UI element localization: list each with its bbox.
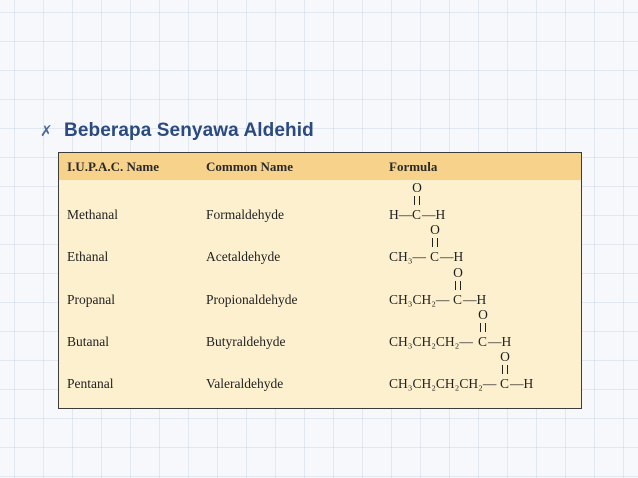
double-bond-icon bbox=[414, 196, 420, 205]
formula-prefix: CH₃CH₂CH₂— bbox=[389, 334, 473, 349]
iupac-name-cell: Pentanal bbox=[67, 376, 114, 391]
formula-suffix: —H bbox=[422, 207, 446, 222]
iupac-name-cell: Propanal bbox=[67, 292, 115, 307]
header-formula: Formula bbox=[389, 159, 438, 174]
carbonyl-carbon: C bbox=[500, 376, 510, 391]
formula-suffix: —H bbox=[510, 376, 534, 391]
double-bond-icon bbox=[455, 281, 461, 290]
carbonyl-oxygen: O bbox=[500, 349, 510, 364]
carbonyl-oxygen: O bbox=[412, 180, 422, 195]
common-name-cell: Butyraldehyde bbox=[206, 334, 286, 349]
formula-suffix: —H bbox=[440, 249, 464, 264]
common-name-cell: Propionaldehyde bbox=[206, 292, 298, 307]
slide-title-text: Beberapa Senyawa Aldehid bbox=[64, 120, 314, 141]
double-bond-icon bbox=[432, 238, 438, 247]
aldehyde-table bbox=[58, 152, 582, 409]
formula-prefix: CH₃— bbox=[389, 249, 426, 264]
bullet-cross-icon: ✗ bbox=[40, 122, 53, 140]
carbonyl-group bbox=[451, 266, 465, 290]
slide-title bbox=[40, 119, 314, 143]
common-name-cell: Acetaldehyde bbox=[206, 249, 281, 264]
carbonyl-group bbox=[410, 181, 424, 205]
common-name-cell: Valeraldehyde bbox=[206, 376, 284, 391]
double-bond-icon bbox=[502, 365, 508, 374]
formula-prefix: CH₃CH₂CH₂CH₂— bbox=[389, 376, 497, 391]
formula-suffix: —H bbox=[488, 334, 512, 349]
header-common-name: Common Name bbox=[206, 159, 294, 174]
double-bond-icon bbox=[480, 323, 486, 332]
formula-suffix: —H bbox=[463, 292, 487, 307]
carbonyl-carbon: C bbox=[453, 292, 463, 307]
common-name-cell: Formaldehyde bbox=[206, 207, 284, 222]
iupac-name-cell: Butanal bbox=[67, 334, 109, 349]
iupac-name-cell: Methanal bbox=[67, 207, 118, 222]
carbonyl-carbon: C bbox=[412, 207, 422, 222]
carbonyl-carbon: C bbox=[478, 334, 488, 349]
carbonyl-carbon: C bbox=[430, 249, 440, 264]
iupac-name-cell: Ethanal bbox=[67, 249, 109, 264]
table-header bbox=[59, 153, 581, 180]
formula-prefix: H— bbox=[389, 207, 413, 222]
carbonyl-oxygen: O bbox=[453, 265, 463, 280]
formula-prefix: CH₃CH₂— bbox=[389, 292, 450, 307]
carbonyl-oxygen: O bbox=[430, 222, 440, 237]
carbonyl-group bbox=[498, 350, 512, 374]
carbonyl-group bbox=[428, 223, 442, 247]
carbonyl-oxygen: O bbox=[478, 307, 488, 322]
header-iupac-name: I.U.P.A.C. Name bbox=[67, 159, 159, 174]
carbonyl-group bbox=[476, 308, 490, 332]
